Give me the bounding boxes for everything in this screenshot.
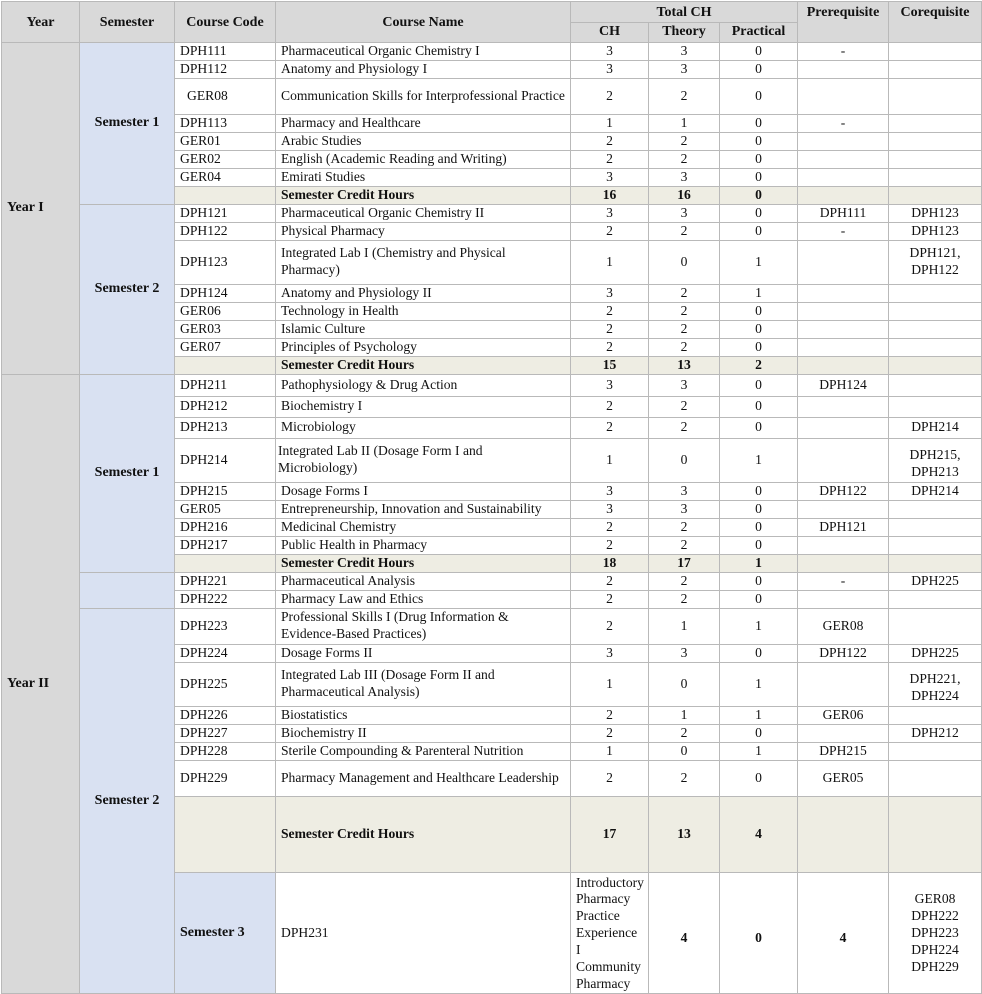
header-total-ch: Total CH (571, 2, 798, 23)
prerequisite-value (798, 78, 889, 114)
ch-value: 2 (571, 608, 649, 644)
theory-value: 2 (649, 590, 720, 608)
theory-value: 3 (649, 374, 720, 396)
prerequisite-value: - (798, 114, 889, 132)
theory-value: 1 (649, 706, 720, 724)
practical-value: 0 (720, 42, 798, 60)
corequisite-value (889, 742, 982, 760)
practical-value: 1 (720, 240, 798, 284)
course-code: GER02 (175, 150, 276, 168)
ch-value: 2 (571, 572, 649, 590)
total-theory: 13 (649, 356, 720, 374)
course-code: DPH121 (175, 204, 276, 222)
theory-value: 2 (649, 536, 720, 554)
theory-value: 2 (649, 150, 720, 168)
total-label: Semester Credit Hours (276, 554, 571, 572)
theory-value: 3 (649, 60, 720, 78)
total-blank (889, 186, 982, 204)
total-practical: 2 (720, 356, 798, 374)
course-name: Integrated Lab II (Dosage Form I and Microbiology) (276, 438, 571, 482)
table-row (2, 608, 982, 644)
corequisite-value (889, 396, 982, 417)
ch-value: 2 (571, 417, 649, 438)
course-name: Integrated Lab I (Chemistry and Physical Pharmacy) (276, 240, 571, 284)
course-code: DPH223 (175, 608, 276, 644)
prerequisite-value (798, 500, 889, 518)
total-ch: 18 (571, 554, 649, 572)
ch-value: 1 (571, 114, 649, 132)
corequisite-value (889, 608, 982, 644)
practical-value: 0 (720, 78, 798, 114)
course-code: GER07 (175, 338, 276, 356)
header-year: Year (2, 2, 80, 43)
total-blank (889, 796, 982, 872)
practical-value: 1 (720, 706, 798, 724)
practical-value: 0 (720, 320, 798, 338)
ch-value: 3 (571, 374, 649, 396)
total-blank (798, 554, 889, 572)
theory-value: 2 (649, 724, 720, 742)
theory-value: 0 (649, 662, 720, 706)
practical-value: 1 (720, 608, 798, 644)
prerequisite-value (798, 320, 889, 338)
semester-cell: Semester 2 (80, 204, 175, 374)
total-blank (175, 186, 276, 204)
prerequisite-value (798, 150, 889, 168)
corequisite-value: DPH225 (889, 572, 982, 590)
corequisite-value (889, 60, 982, 78)
ch-value: 3 (571, 42, 649, 60)
header-course-name: Course Name (276, 2, 571, 43)
course-code: DPH231 (276, 872, 571, 994)
total-practical: 4 (720, 796, 798, 872)
ch-value: 2 (571, 222, 649, 240)
total-blank (889, 356, 982, 374)
corequisite-value: DPH214 (889, 417, 982, 438)
practical-value: 0 (720, 204, 798, 222)
course-code: DPH122 (175, 222, 276, 240)
course-name: Anatomy and Physiology II (276, 284, 571, 302)
total-blank (175, 356, 276, 374)
prerequisite-value: DPH121 (798, 518, 889, 536)
practical-value: 0 (720, 168, 798, 186)
corequisite-value (889, 590, 982, 608)
course-name: Introductory Pharmacy Practice Experience I Community Pharmacy (571, 872, 649, 994)
total-label: Semester Credit Hours (276, 796, 571, 872)
total-ch: 15 (571, 356, 649, 374)
practical-value: 0 (720, 302, 798, 320)
course-name: Pathophysiology & Drug Action (276, 374, 571, 396)
corequisite-value (889, 284, 982, 302)
header-course-code: Course Code (175, 2, 276, 43)
course-name: Biochemistry II (276, 724, 571, 742)
total-blank (798, 796, 889, 872)
practical-value: 0 (720, 150, 798, 168)
theory-value: 3 (649, 482, 720, 500)
theory-value: 0 (649, 742, 720, 760)
practical-value: 0 (720, 572, 798, 590)
theory-value: 2 (649, 302, 720, 320)
theory-value: 0 (649, 438, 720, 482)
course-code: DPH225 (175, 662, 276, 706)
ch-value: 3 (571, 60, 649, 78)
theory-value: 2 (649, 284, 720, 302)
prerequisite-value (798, 168, 889, 186)
prerequisite-value: DPH111 (798, 204, 889, 222)
ch-value: 1 (571, 662, 649, 706)
course-name: Anatomy and Physiology I (276, 60, 571, 78)
corequisite-value (889, 78, 982, 114)
course-name: Dosage Forms II (276, 644, 571, 662)
prerequisite-value (798, 417, 889, 438)
prerequisite-value (798, 724, 889, 742)
course-name: Pharmaceutical Organic Chemistry I (276, 42, 571, 60)
course-name: Entrepreneurship, Innovation and Sustainability (276, 500, 571, 518)
year-cell: Year II (2, 374, 80, 994)
course-name: Biostatistics (276, 706, 571, 724)
ch-value: 3 (571, 644, 649, 662)
ch-value: 1 (571, 240, 649, 284)
total-blank (798, 186, 889, 204)
theory-value: 2 (649, 320, 720, 338)
theory-value: 1 (649, 608, 720, 644)
semester-cell: Semester 1 (80, 374, 175, 572)
prerequisite-value (798, 396, 889, 417)
course-code: DPH216 (175, 518, 276, 536)
ch-value: 3 (571, 500, 649, 518)
practical-value: 0 (720, 518, 798, 536)
ch-value: 3 (571, 168, 649, 186)
course-name: Dosage Forms I (276, 482, 571, 500)
course-code: GER01 (175, 132, 276, 150)
theory-value: 2 (649, 518, 720, 536)
prerequisite-value (798, 132, 889, 150)
total-practical: 1 (720, 554, 798, 572)
practical-value: 0 (720, 536, 798, 554)
year-cell: Year I (2, 42, 80, 374)
practical-value: 0 (720, 644, 798, 662)
course-code: DPH111 (175, 42, 276, 60)
prerequisite-value: DPH215 (798, 742, 889, 760)
table-row (2, 572, 982, 590)
corequisite-value (889, 302, 982, 320)
theory-value: 0 (720, 872, 798, 994)
corequisite-value (889, 760, 982, 796)
corequisite-value: DPH215, DPH213 (889, 438, 982, 482)
corequisite-value (889, 150, 982, 168)
course-name: Islamic Culture (276, 320, 571, 338)
semester-cell: Semester 3 (175, 872, 276, 994)
corequisite-value (889, 338, 982, 356)
header-corequisite: Corequisite (889, 2, 982, 43)
course-code: DPH123 (175, 240, 276, 284)
total-blank (175, 554, 276, 572)
theory-value: 3 (649, 500, 720, 518)
ch-value: 3 (571, 482, 649, 500)
corequisite-value: DPH212 (889, 724, 982, 742)
practical-value: 0 (720, 482, 798, 500)
course-name: Communication Skills for Interprofessional Practice (276, 78, 571, 114)
prerequisite-value: - (798, 222, 889, 240)
total-blank (889, 554, 982, 572)
course-name: Pharmaceutical Organic Chemistry II (276, 204, 571, 222)
theory-value: 2 (649, 222, 720, 240)
table-row (2, 374, 982, 396)
course-name: Medicinal Chemistry (276, 518, 571, 536)
ch-value: 1 (571, 438, 649, 482)
prerequisite-value: DPH122 (798, 482, 889, 500)
course-name: Principles of Psychology (276, 338, 571, 356)
prerequisite-value (798, 536, 889, 554)
course-code: DPH227 (175, 724, 276, 742)
ch-value: 2 (571, 150, 649, 168)
course-code: DPH124 (175, 284, 276, 302)
ch-value: 2 (571, 396, 649, 417)
course-name: Biochemistry I (276, 396, 571, 417)
total-ch: 16 (571, 186, 649, 204)
theory-value: 2 (649, 760, 720, 796)
course-name: Physical Pharmacy (276, 222, 571, 240)
course-code: DPH229 (175, 760, 276, 796)
theory-value: 3 (649, 644, 720, 662)
course-code: DPH112 (175, 60, 276, 78)
corequisite-value (889, 320, 982, 338)
practical-value: 4 (798, 872, 889, 994)
study-plan-table (1, 1, 982, 994)
course-name: Pharmacy Law and Ethics (276, 590, 571, 608)
corequisite-value (889, 114, 982, 132)
course-code: GER08 (175, 78, 276, 114)
course-code: GER04 (175, 168, 276, 186)
ch-value: 3 (571, 204, 649, 222)
ch-value: 2 (571, 536, 649, 554)
prerequisite-value (798, 590, 889, 608)
theory-value: 2 (649, 396, 720, 417)
ch-value: 2 (571, 78, 649, 114)
prerequisite-value: GER06 (798, 706, 889, 724)
practical-value: 1 (720, 438, 798, 482)
ch-value: 2 (571, 706, 649, 724)
prerequisite-value (798, 302, 889, 320)
ch-value: 2 (571, 518, 649, 536)
ch-value: 2 (571, 320, 649, 338)
course-code: DPH113 (175, 114, 276, 132)
course-name: Arabic Studies (276, 132, 571, 150)
corequisite-value: DPH221, DPH224 (889, 662, 982, 706)
theory-value: 2 (649, 338, 720, 356)
practical-value: 0 (720, 60, 798, 78)
corequisite-value (889, 706, 982, 724)
practical-value: 0 (720, 760, 798, 796)
ch-value: 2 (571, 302, 649, 320)
practical-value: 0 (720, 338, 798, 356)
course-name: Sterile Compounding & Parenteral Nutrition (276, 742, 571, 760)
prerequisite-value (798, 338, 889, 356)
prerequisite-value: - (798, 572, 889, 590)
course-code: DPH213 (175, 417, 276, 438)
practical-value: 1 (720, 662, 798, 706)
course-code: DPH217 (175, 536, 276, 554)
course-name: Public Health in Pharmacy (276, 536, 571, 554)
course-code: DPH222 (175, 590, 276, 608)
corequisite-value (889, 42, 982, 60)
practical-value: 0 (720, 500, 798, 518)
header-prerequisite: Prerequisite (798, 2, 889, 43)
practical-value: 1 (720, 742, 798, 760)
header-semester: Semester (80, 2, 175, 43)
course-name: Pharmacy and Healthcare (276, 114, 571, 132)
table-row (2, 42, 982, 60)
header-ch: CH (571, 22, 649, 42)
course-code: GER06 (175, 302, 276, 320)
ch-value: 2 (571, 590, 649, 608)
header-row (2, 2, 982, 23)
corequisite-value: DPH123 (889, 204, 982, 222)
practical-value: 0 (720, 590, 798, 608)
total-label: Semester Credit Hours (276, 356, 571, 374)
theory-value: 2 (649, 132, 720, 150)
course-code: DPH211 (175, 374, 276, 396)
corequisite-value (889, 168, 982, 186)
ch-value: 2 (571, 338, 649, 356)
ch-value: 3 (571, 284, 649, 302)
corequisite-value (889, 536, 982, 554)
theory-value: 3 (649, 204, 720, 222)
total-practical: 0 (720, 186, 798, 204)
ch-value: 1 (571, 742, 649, 760)
header-practical: Practical (720, 22, 798, 42)
corequisite-value (889, 132, 982, 150)
total-blank (798, 356, 889, 374)
prerequisite-value (798, 284, 889, 302)
semester-cell-empty (80, 572, 175, 608)
course-name: Pharmaceutical Analysis (276, 572, 571, 590)
prerequisite-value (798, 662, 889, 706)
total-blank (175, 796, 276, 872)
course-code: DPH226 (175, 706, 276, 724)
semester-cell: Semester 1 (80, 42, 175, 204)
corequisite-value: DPH123 (889, 222, 982, 240)
corequisite-value: DPH225 (889, 644, 982, 662)
prerequisite-value: GER08 DPH222 DPH223 DPH224 DPH229 (889, 872, 982, 994)
prerequisite-value: DPH122 (798, 644, 889, 662)
total-theory: 13 (649, 796, 720, 872)
prerequisite-value (798, 438, 889, 482)
course-name: Integrated Lab III (Dosage Form II and Pharmaceutical Analysis) (276, 662, 571, 706)
corequisite-value (889, 500, 982, 518)
prerequisite-value (798, 60, 889, 78)
theory-value: 2 (649, 78, 720, 114)
practical-value: 0 (720, 132, 798, 150)
ch-value: 2 (571, 760, 649, 796)
table-row (2, 204, 982, 222)
course-code: DPH228 (175, 742, 276, 760)
practical-value: 0 (720, 374, 798, 396)
theory-value: 0 (649, 240, 720, 284)
corequisite-value (889, 518, 982, 536)
total-theory: 17 (649, 554, 720, 572)
course-code: DPH214 (175, 438, 276, 482)
theory-value: 2 (649, 572, 720, 590)
course-code: DPH215 (175, 482, 276, 500)
theory-value: 3 (649, 42, 720, 60)
course-name: Microbiology (276, 417, 571, 438)
course-code: DPH221 (175, 572, 276, 590)
corequisite-value (889, 374, 982, 396)
theory-value: 1 (649, 114, 720, 132)
semester-cell: Semester 2 (80, 608, 175, 994)
course-name: English (Academic Reading and Writing) (276, 150, 571, 168)
prerequisite-value (798, 240, 889, 284)
prerequisite-value: GER08 (798, 608, 889, 644)
total-ch: 17 (571, 796, 649, 872)
prerequisite-value: DPH124 (798, 374, 889, 396)
course-code: GER05 (175, 500, 276, 518)
total-theory: 16 (649, 186, 720, 204)
course-code: GER03 (175, 320, 276, 338)
practical-value: 0 (720, 222, 798, 240)
practical-value: 0 (720, 417, 798, 438)
course-code: DPH212 (175, 396, 276, 417)
theory-value: 3 (649, 168, 720, 186)
corequisite-value: DPH121, DPH122 (889, 240, 982, 284)
course-name: Technology in Health (276, 302, 571, 320)
corequisite-value: DPH214 (889, 482, 982, 500)
total-label: Semester Credit Hours (276, 186, 571, 204)
ch-value: 2 (571, 724, 649, 742)
practical-value: 0 (720, 396, 798, 417)
ch-value: 2 (571, 132, 649, 150)
theory-value: 2 (649, 417, 720, 438)
course-name: Emirati Studies (276, 168, 571, 186)
prerequisite-value: GER05 (798, 760, 889, 796)
header-theory: Theory (649, 22, 720, 42)
practical-value: 1 (720, 284, 798, 302)
ch-value: 4 (649, 872, 720, 994)
course-name: Professional Skills I (Drug Information & Evidence-Based Practices) (276, 608, 571, 644)
prerequisite-value: - (798, 42, 889, 60)
course-code: DPH224 (175, 644, 276, 662)
practical-value: 0 (720, 114, 798, 132)
course-name: Pharmacy Management and Healthcare Leadership (276, 760, 571, 796)
practical-value: 0 (720, 724, 798, 742)
